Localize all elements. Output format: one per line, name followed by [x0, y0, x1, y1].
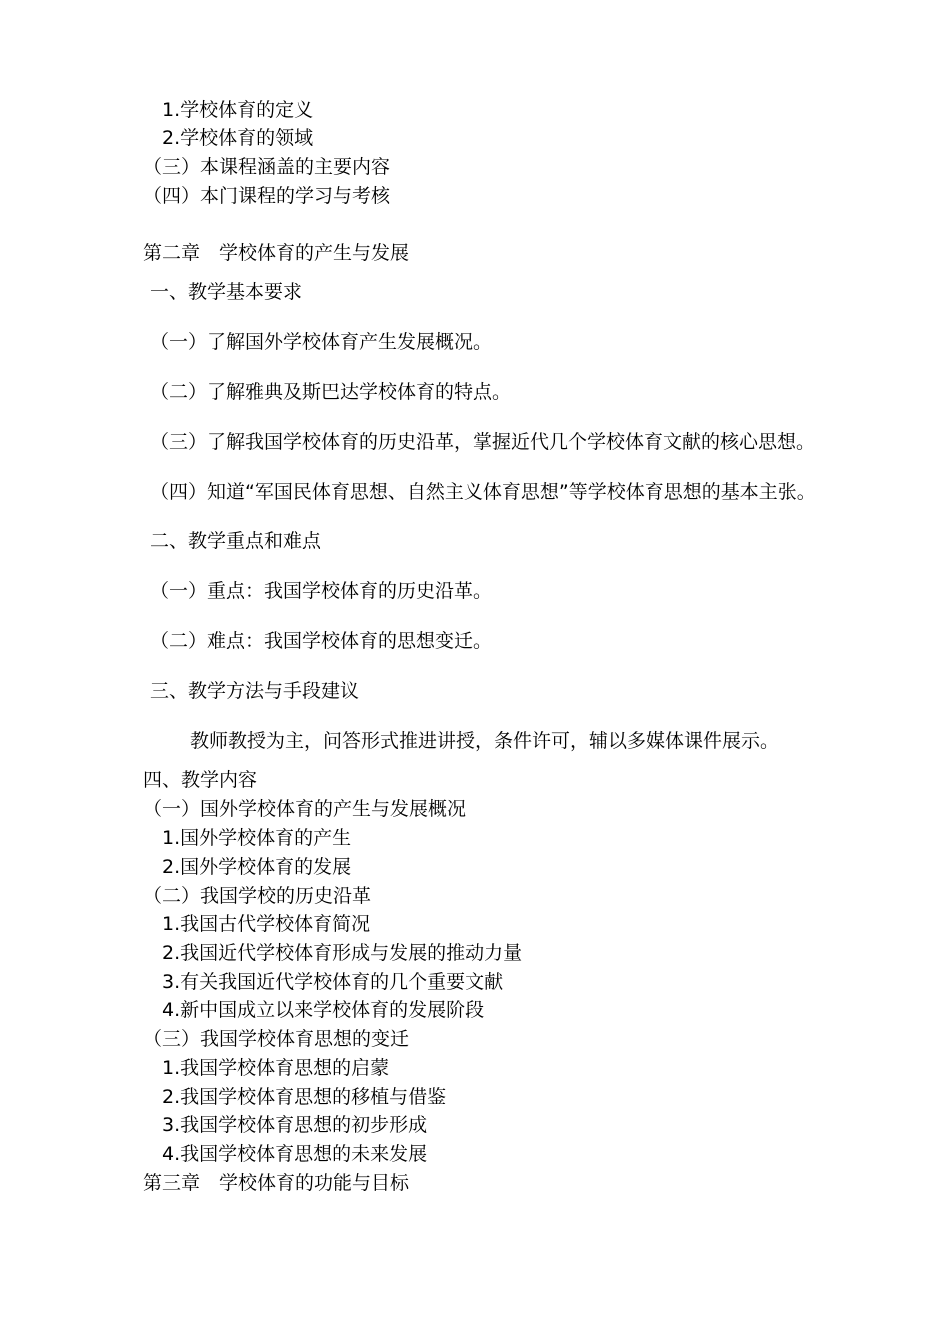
content-subitem-2-4: 4.新中国成立以来学校体育的发展阶段	[162, 999, 485, 1021]
content-subitem-2-3: 3.有关我国近代学校体育的几个重要文献	[162, 971, 504, 993]
item-course-assessment: （四）本门课程的学习与考核	[143, 185, 391, 207]
chapter-3-heading: 第三章 学校体育的功能与目标	[143, 1172, 410, 1194]
content-subitem-3-2: 2.我国学校体育思想的移植与借鉴	[162, 1086, 447, 1108]
subitem-definition: 1.学校体育的定义	[162, 99, 314, 121]
content-subitem-2-1: 1.我国古代学校体育简况	[162, 913, 371, 935]
chapter-2-heading: 第二章 学校体育的产生与发展	[143, 242, 410, 264]
content-subitem-3-3: 3.我国学校体育思想的初步形成	[162, 1114, 428, 1136]
section-teaching-content: 四、教学内容	[143, 769, 258, 791]
content-subitem-2-2: 2.我国近代学校体育形成与发展的推动力量	[162, 942, 523, 964]
teaching-methods-text: 教师教授为主，问答形式推进讲授，条件许可，辅以多媒体课件展示。	[190, 730, 780, 752]
content-subitem-3-4: 4.我国学校体育思想的未来发展	[162, 1143, 428, 1165]
content-subitem-1-1: 1.国外学校体育的产生	[162, 827, 352, 849]
requirement-3: （三）了解我国学校体育的历史沿革，掌握近代几个学校体育文献的核心思想。	[150, 431, 816, 453]
content-item-2: （二）我国学校的历史沿革	[143, 885, 372, 907]
requirement-2: （二）了解雅典及斯巴达学校体育的特点。	[150, 381, 512, 403]
subitem-domain: 2.学校体育的领域	[162, 127, 314, 149]
requirement-4: （四）知道“军国民体育思想、自然主义体育思想”等学校体育思想的基本主张。	[150, 481, 816, 503]
section-key-points: 二、教学重点和难点	[150, 530, 322, 552]
section-basic-requirements: 一、教学基本要求	[150, 281, 303, 303]
difficult-point: （二）难点：我国学校体育的思想变迁。	[150, 630, 493, 652]
key-point: （一）重点：我国学校体育的历史沿革。	[150, 580, 493, 602]
content-subitem-3-1: 1.我国学校体育思想的启蒙	[162, 1057, 390, 1079]
requirement-1: （一）了解国外学校体育产生发展概况。	[150, 331, 493, 353]
content-item-1: （一）国外学校体育的产生与发展概况	[143, 798, 467, 820]
item-course-content: （三）本课程涵盖的主要内容	[143, 156, 391, 178]
content-item-3: （三）我国学校体育思想的变迁	[143, 1028, 410, 1050]
section-teaching-methods: 三、教学方法与手段建议	[150, 680, 360, 702]
content-subitem-1-2: 2.国外学校体育的发展	[162, 856, 352, 878]
